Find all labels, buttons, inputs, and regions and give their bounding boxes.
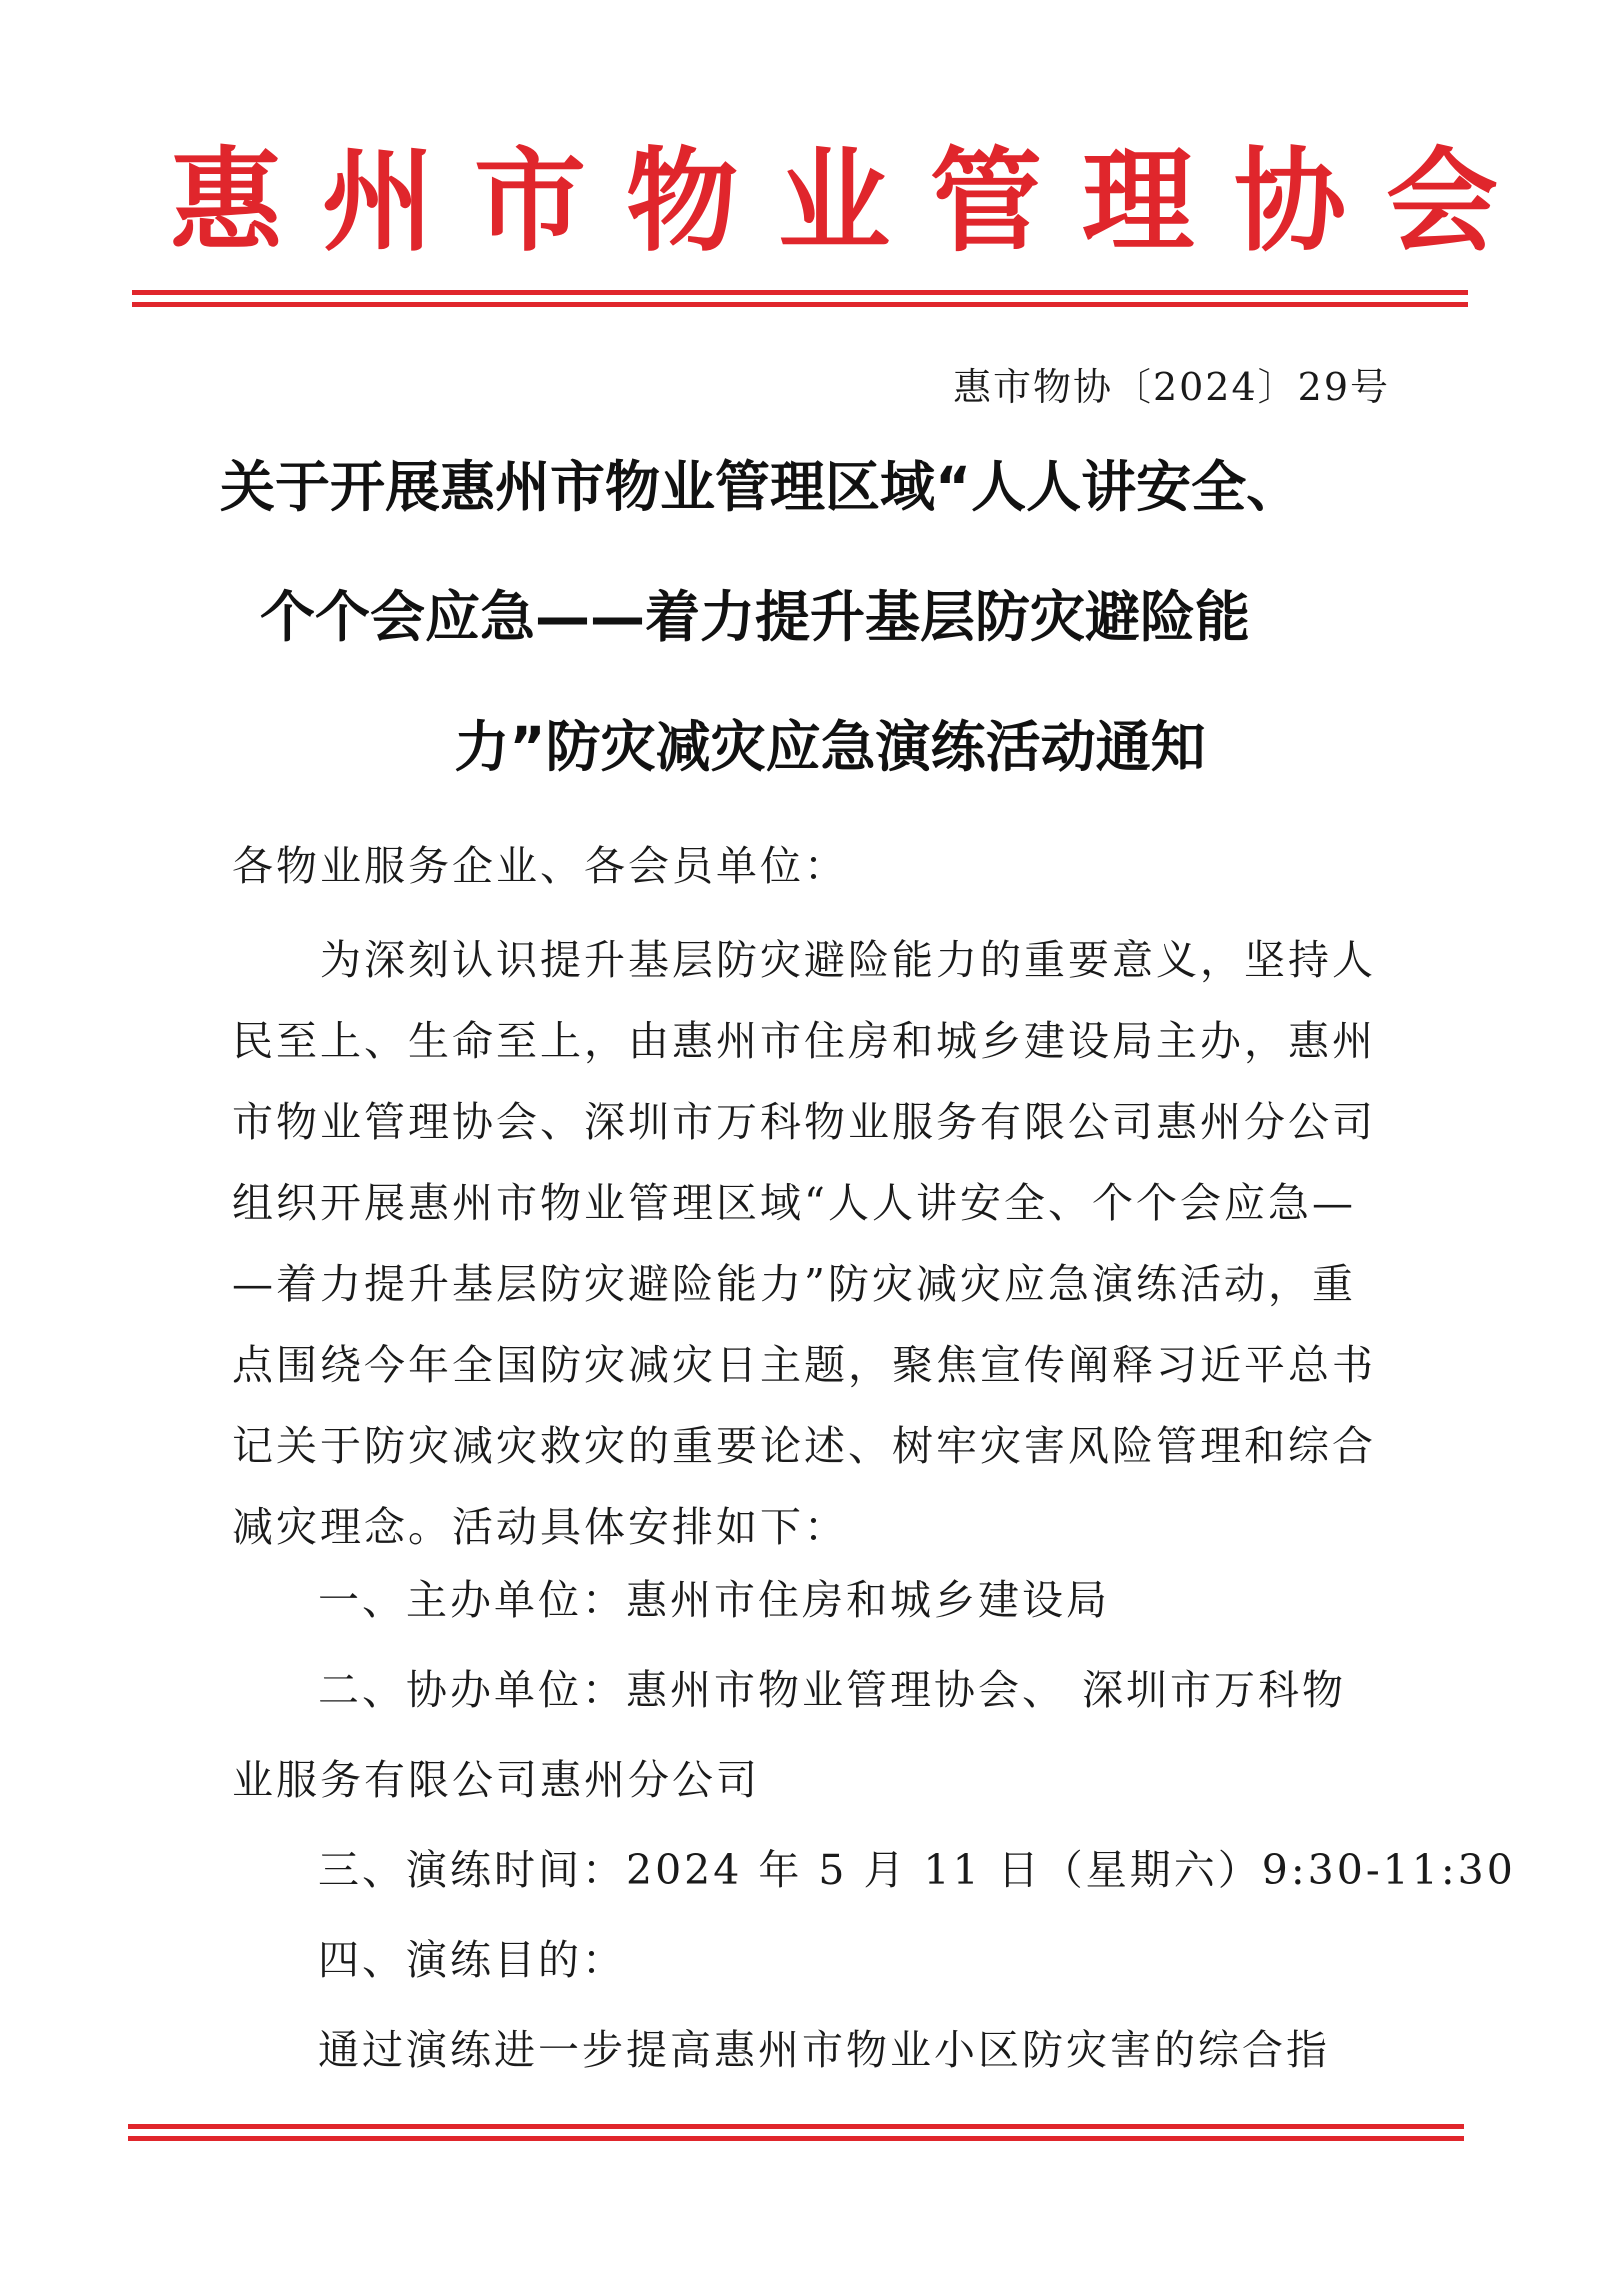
paragraph-line: 组织开展惠州市物业管理区域“人人讲安全、个个会应急— — [232, 1179, 1356, 1227]
document-title-line: 力”防灾减灾应急演练活动通知 — [454, 715, 1206, 779]
paragraph-line: 民至上、生命至上，由惠州市住房和城乡建设局主办，惠州 — [232, 1017, 1376, 1065]
paragraph-intro — [232, 932, 1382, 1580]
item-drill-purpose: 四、演练目的： — [318, 1936, 626, 1984]
item-co-organizer: 二、协办单位：惠州市物业管理协会、 深圳市万科物 — [318, 1666, 1347, 1714]
document-number: 惠市物协〔2024〕29号 — [952, 365, 1390, 409]
letterhead-org-name: 惠州市物业管理协会 — [170, 136, 1538, 267]
item-drill-time: 三、演练时间：2024 年 5 月 11 日（星期六）9:30-11:30 — [318, 1846, 1516, 1894]
letterhead-rule-top-second — [132, 302, 1468, 307]
footer-rule — [128, 2124, 1464, 2129]
paragraph-line: 市物业管理协会、深圳市万科物业服务有限公司惠州分公司 — [232, 1098, 1376, 1146]
document-title-line: 个个会应急——着力提升基层防灾避险能 — [260, 585, 1251, 649]
item-co-organizer-continued: 业服务有限公司惠州分公司 — [232, 1756, 760, 1804]
salutation: 各物业服务企业、各会员单位： — [232, 842, 848, 890]
footer-rule-second — [128, 2136, 1464, 2141]
letterhead-rule-top — [132, 290, 1468, 295]
paragraph-line: 记关于防灾减灾救灾的重要论述、树牢灾害风险管理和综合 — [232, 1422, 1376, 1470]
paragraph-line: —着力提升基层防灾避险能力”防灾减灾应急演练活动，重 — [232, 1260, 1356, 1308]
item-organizer: 一、主办单位：惠州市住房和城乡建设局 — [318, 1576, 1110, 1624]
document-title-line: 关于开展惠州市物业管理区域“人人讲安全、 — [220, 455, 1302, 519]
paragraph-line: 点围绕今年全国防灾减灾日主题，聚焦宣传阐释习近平总书 — [232, 1341, 1376, 1389]
paragraph-line: 为深刻认识提升基层防灾避险能力的重要意义，坚持人 — [320, 936, 1376, 984]
paragraph-line: 减灾理念。活动具体安排如下： — [232, 1503, 848, 1551]
item-purpose-text: 通过演练进一步提高惠州市物业小区防灾害的综合指 — [318, 2026, 1330, 2074]
